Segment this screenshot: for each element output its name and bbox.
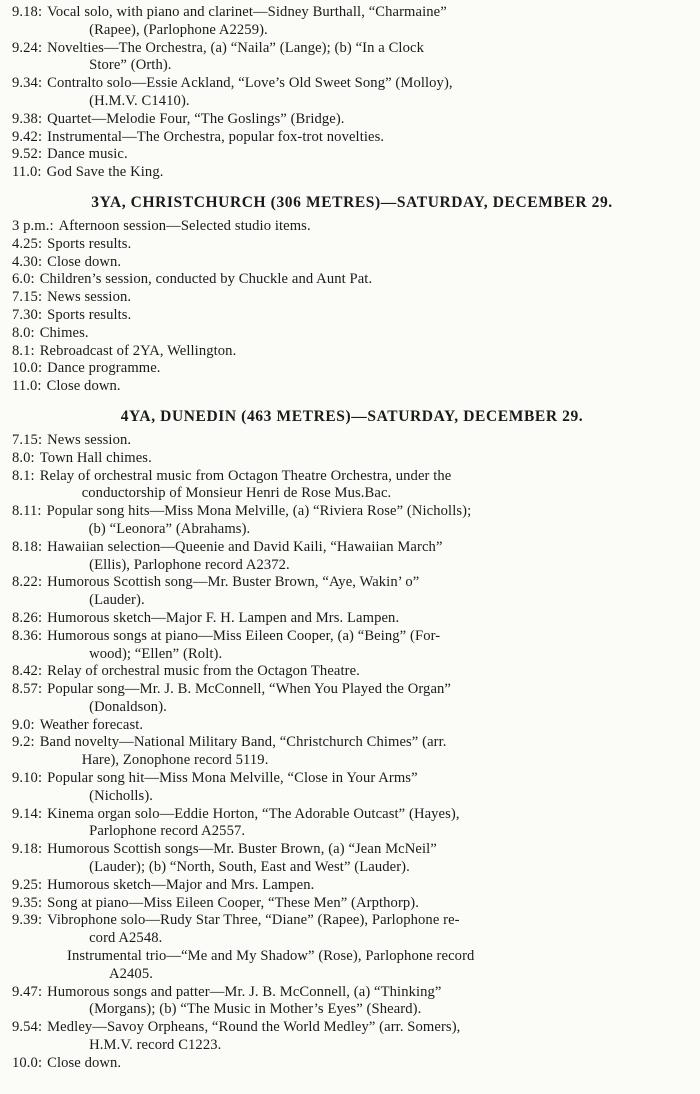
entry-time: 8.0 (12, 449, 31, 466)
description-line: Close down. (47, 253, 122, 270)
description-line: Quartet—Melodie Four, “The Goslings” (Bridge). (47, 110, 345, 127)
entry-time: 8.0 (12, 324, 31, 341)
programme-entry (12, 450, 692, 468)
time-separator: : (37, 360, 43, 377)
time-separator: : (37, 503, 42, 520)
programme-entry (12, 360, 692, 378)
entry-time: 8.57 (12, 681, 38, 698)
programme-entry (12, 4, 692, 40)
time-separator: : (30, 449, 35, 466)
description-continuation: A2405. (109, 965, 153, 982)
entry-description (47, 360, 692, 378)
description-line: Novelties—The Orchestra, (a) “Naila” (Lange); (b) “In a Clock (47, 39, 424, 56)
entry-description (47, 1019, 692, 1055)
description-line: God Save the King. (46, 164, 164, 181)
entry-description (47, 503, 692, 539)
entry-description (47, 378, 692, 396)
description-line: Town Hall chimes. (39, 449, 152, 466)
entry-description (47, 164, 692, 182)
entry-time: 8.36 (12, 627, 38, 644)
description-line: News session. (47, 289, 132, 306)
programme-entry (12, 307, 692, 325)
entry-description (47, 254, 692, 272)
time-separator: : (37, 770, 43, 787)
description-line: Instrumental trio—“Me and My Shadow” (Rose), Parlophone record (67, 948, 475, 965)
entry-time: 6.0 (12, 271, 31, 288)
description-line: Band novelty—National Military Band, “Christchurch Chimes” (arr. (39, 734, 447, 751)
entry-time: 8.26 (12, 609, 38, 626)
programme-entry (12, 236, 692, 254)
time-separator: : (37, 1019, 43, 1036)
entry-time: 8.1 (12, 467, 31, 484)
description-continuation: Store” (Orth). (89, 57, 172, 74)
description-line: Chimes. (39, 324, 89, 341)
entry-description (47, 307, 692, 325)
programme-entry (12, 218, 692, 236)
time-separator: : (37, 894, 43, 911)
entry-description (47, 1055, 692, 1073)
description-line: Vocal solo, with piano and clarinet—Sidney Burthall, “Charmaine” (47, 4, 447, 20)
programme-entry (12, 574, 692, 610)
entry-description (12, 948, 692, 984)
time-separator: : (37, 983, 43, 1000)
description-continuation: Hare), Zonophone record 5119. (81, 752, 269, 769)
entry-time: 8.22 (12, 574, 38, 591)
entry-description (47, 841, 692, 877)
entry-time: 7.15 (12, 289, 38, 306)
time-separator: : (37, 146, 43, 163)
description-line: Contralto solo—Essie Ackland, “Love’s Old Sweet Song” (Molloy), (47, 75, 453, 92)
description-line: Kinema organ solo—Eddie Horton, “The Adorable Outcast” (Hayes), (47, 805, 460, 822)
entry-description (59, 218, 692, 236)
description-continuation: (Donaldson). (89, 698, 167, 715)
description-continuation: conductorship of Monsieur Henri de Rose Mus.Bac. (81, 485, 392, 502)
description-line: Weather forecast. (39, 716, 144, 733)
time-separator: : (37, 431, 43, 448)
entry-time: 9.24 (12, 39, 38, 56)
description-line: Popular song hits—Miss Mona Melville, (a) “Riviera Rose” (Nicholls); (46, 503, 472, 520)
description-line: Humorous sketch—Major and Mrs. Lampen. (47, 876, 315, 893)
programme-entry (12, 663, 692, 681)
entry-description (47, 289, 692, 307)
entry-description (47, 146, 692, 164)
entry-time: 9.10 (12, 770, 38, 787)
programme-entry (12, 378, 692, 396)
entry-time: 8.18 (12, 538, 38, 555)
entry-time: 9.0 (12, 716, 31, 733)
entry-time: 7.15 (12, 431, 38, 448)
entry-description (40, 271, 692, 289)
section-4ya-dunedin (12, 432, 692, 1073)
description-line: News session. (47, 431, 132, 448)
programme-entry (12, 539, 692, 575)
entry-description (47, 40, 692, 76)
programme-entry (12, 912, 692, 948)
programme-entry (12, 111, 692, 129)
description-continuation: (Rapee), (Parlophone A2259). (89, 21, 268, 38)
programme-entry (12, 503, 692, 539)
description-continuation: wood); “Ellen” (Rolt). (89, 645, 223, 662)
entry-description (40, 343, 692, 361)
time-separator: : (37, 378, 42, 395)
entry-description (47, 663, 692, 681)
description-line: Popular song hit—Miss Mona Melville, “Close in Your Arms” (47, 770, 418, 787)
section-2ya-continued (12, 4, 692, 182)
entry-description (47, 984, 692, 1020)
entry-time: 9.39 (12, 912, 38, 929)
entry-time: 4.30 (12, 253, 38, 270)
description-line: Vibrophone solo—Rudy Star Three, “Diane” (Rapee), Parlophone re- (47, 912, 460, 929)
programme-entry (12, 948, 692, 984)
programme-entry (12, 40, 692, 76)
description-line: Afternoon session—Selected studio items. (58, 217, 311, 234)
entry-description (47, 129, 692, 147)
time-separator: : (37, 289, 43, 306)
entry-description (47, 236, 692, 254)
time-separator: : (37, 627, 43, 644)
entry-description (47, 539, 692, 575)
programme-entry (12, 877, 692, 895)
entry-description (47, 912, 692, 948)
time-separator: : (30, 734, 35, 751)
description-continuation: (b) “Leonora” (Abrahams). (88, 520, 251, 537)
time-separator: : (30, 467, 35, 484)
entry-description (47, 681, 692, 717)
entry-time: 8.1 (12, 342, 31, 359)
programme-entry (12, 254, 692, 272)
time-separator: : (37, 681, 43, 698)
time-separator: : (37, 75, 43, 92)
description-continuation: (Lauder). (89, 592, 145, 609)
entry-description (47, 432, 692, 450)
entry-time: 8.11 (12, 503, 38, 520)
entry-time: 9.25 (12, 876, 38, 893)
description-line: Close down. (46, 378, 121, 395)
entry-description (47, 628, 692, 664)
heading-3ya-christchurch: 3YA, CHRISTCHURCH (306 METRES)—SATURDAY, DECEMBER 29. (91, 193, 613, 211)
programme-entry (12, 628, 692, 664)
programme-entry (12, 75, 692, 111)
time-separator: : (30, 342, 35, 359)
time-separator: : (37, 253, 43, 270)
time-separator: : (37, 841, 43, 858)
entry-time: 4.25 (12, 235, 38, 252)
description-line: Rebroadcast of 2YA, Wellington. (39, 342, 237, 359)
entry-time: 9.18 (12, 4, 38, 20)
programme-entry (12, 610, 692, 628)
time-separator: : (37, 1054, 43, 1071)
heading-4ya-dunedin: 4YA, DUNEDIN (463 METRES)—SATURDAY, DECEMBER 29. (120, 407, 584, 425)
entry-description (47, 75, 692, 111)
entry-description (40, 717, 692, 735)
entry-time: 10.0 (12, 360, 38, 377)
entry-description (47, 4, 692, 40)
description-line: Children’s session, conducted by Chuckle and Aunt Pat. (39, 271, 373, 288)
time-separator: : (37, 306, 43, 323)
time-separator: : (37, 39, 43, 56)
description-continuation: H.M.V. record C1223. (89, 1037, 222, 1054)
entry-description (40, 734, 692, 770)
programme-entry (12, 432, 692, 450)
description-line: Humorous Scottish songs—Mr. Buster Brown, (a) “Jean McNeil” (47, 841, 437, 858)
description-line: Medley—Savoy Orpheans, “Round the World Medley” (arr. Somers), (47, 1019, 461, 1036)
description-line: Instrumental—The Orchestra, popular fox-trot novelties. (47, 128, 385, 145)
entry-description (47, 111, 692, 129)
entry-description (47, 895, 692, 913)
entry-time: 9.42 (12, 128, 38, 145)
description-continuation: (Lauder); (b) “North, South, East and West” (Lauder). (89, 859, 410, 876)
description-continuation: (Ellis), Parlophone record A2372. (89, 556, 290, 573)
time-separator: : (37, 235, 43, 252)
programme-entry (12, 717, 692, 735)
entry-time: 9.2 (12, 734, 31, 751)
section-3ya-christchurch (12, 218, 692, 396)
programme-entry (12, 895, 692, 913)
programme-entry (12, 984, 692, 1020)
programme-entry (12, 681, 692, 717)
entry-description (47, 610, 692, 628)
entry-description (47, 574, 692, 610)
entry-time: 9.38 (12, 110, 38, 127)
time-separator: : (37, 574, 43, 591)
time-separator: : (37, 663, 43, 680)
description-line: Humorous sketch—Major F. H. Lampen and Mrs. Lampen. (47, 609, 400, 626)
description-continuation: Parlophone record A2557. (89, 823, 246, 840)
entry-time: 3 p.m. (12, 217, 50, 234)
entry-time: 10.0 (12, 1054, 38, 1071)
description-line: Dance music. (47, 146, 128, 163)
description-continuation: cord A2548. (89, 930, 163, 947)
description-continuation: (H.M.V. C1410). (89, 92, 190, 109)
programme-entry (12, 271, 692, 289)
time-separator: : (37, 876, 43, 893)
description-line: Sports results. (47, 235, 132, 252)
entry-time: 9.47 (12, 983, 38, 1000)
description-line: Dance programme. (47, 360, 161, 377)
entry-time: 7.30 (12, 306, 38, 323)
description-line: Relay of orchestral music from the Octagon Theatre. (47, 663, 360, 680)
programme-entry (12, 468, 692, 504)
description-line: Popular song—Mr. J. B. McConnell, “When You Played the Organ” (47, 681, 451, 698)
time-separator: : (37, 110, 43, 127)
programme-entry (12, 806, 692, 842)
time-separator: : (30, 271, 35, 288)
programme-entry (12, 734, 692, 770)
programme-entry (12, 1055, 692, 1073)
time-separator: : (37, 538, 43, 555)
programme-entry (12, 770, 692, 806)
entry-time: 9.14 (12, 805, 38, 822)
programme-entry (12, 1019, 692, 1055)
programme-entry (12, 325, 692, 343)
description-line: Relay of orchestral music from Octagon Theatre Orchestra, under the (39, 467, 452, 484)
description-continuation: (Morgans); (b) “The Music in Mother’s Eyes” (Sheard). (89, 1001, 422, 1018)
programme-entry (12, 146, 692, 164)
entry-time: 9.52 (12, 146, 38, 163)
entry-time: 8.42 (12, 663, 38, 680)
entry-description (40, 468, 692, 504)
programme-entry (12, 343, 692, 361)
time-separator: : (37, 609, 43, 626)
time-separator: : (30, 716, 35, 733)
entry-description (47, 806, 692, 842)
programme-entry (12, 164, 692, 182)
entry-time: 9.18 (12, 841, 38, 858)
entry-time: 11.0 (12, 164, 38, 181)
description-continuation: (Nicholls). (89, 787, 154, 804)
description-line: Humorous songs and patter—Mr. J. B. McConnell, (a) “Thinking” (47, 983, 442, 1000)
description-line: Humorous songs at piano—Miss Eileen Cooper, (a) “Being” (For- (47, 627, 441, 644)
time-separator: : (37, 164, 42, 181)
time-separator: : (30, 324, 35, 341)
entry-time: 9.34 (12, 75, 38, 92)
time-separator: : (49, 217, 54, 234)
entry-time: 11.0 (12, 378, 38, 395)
programme-entry (12, 129, 692, 147)
entry-time: 9.54 (12, 1019, 38, 1036)
entry-description (47, 770, 692, 806)
time-separator: : (37, 805, 43, 822)
time-separator: : (37, 128, 43, 145)
time-separator: : (37, 4, 43, 20)
description-line: Hawaiian selection—Queenie and David Kaili, “Hawaiian March” (47, 538, 443, 555)
description-line: Humorous Scottish song—Mr. Buster Brown, “Aye, Wakin’ o” (47, 574, 420, 591)
entry-description (47, 877, 692, 895)
entry-time: 9.35 (12, 894, 38, 911)
description-line: Close down. (47, 1054, 122, 1071)
entry-description (40, 450, 692, 468)
entry-description (40, 325, 692, 343)
programme-entry (12, 289, 692, 307)
description-line: Song at piano—Miss Eileen Cooper, “These Men” (Arpthorp). (47, 894, 420, 911)
description-line: Sports results. (47, 306, 132, 323)
programme-entry (12, 841, 692, 877)
time-separator: : (37, 912, 43, 929)
